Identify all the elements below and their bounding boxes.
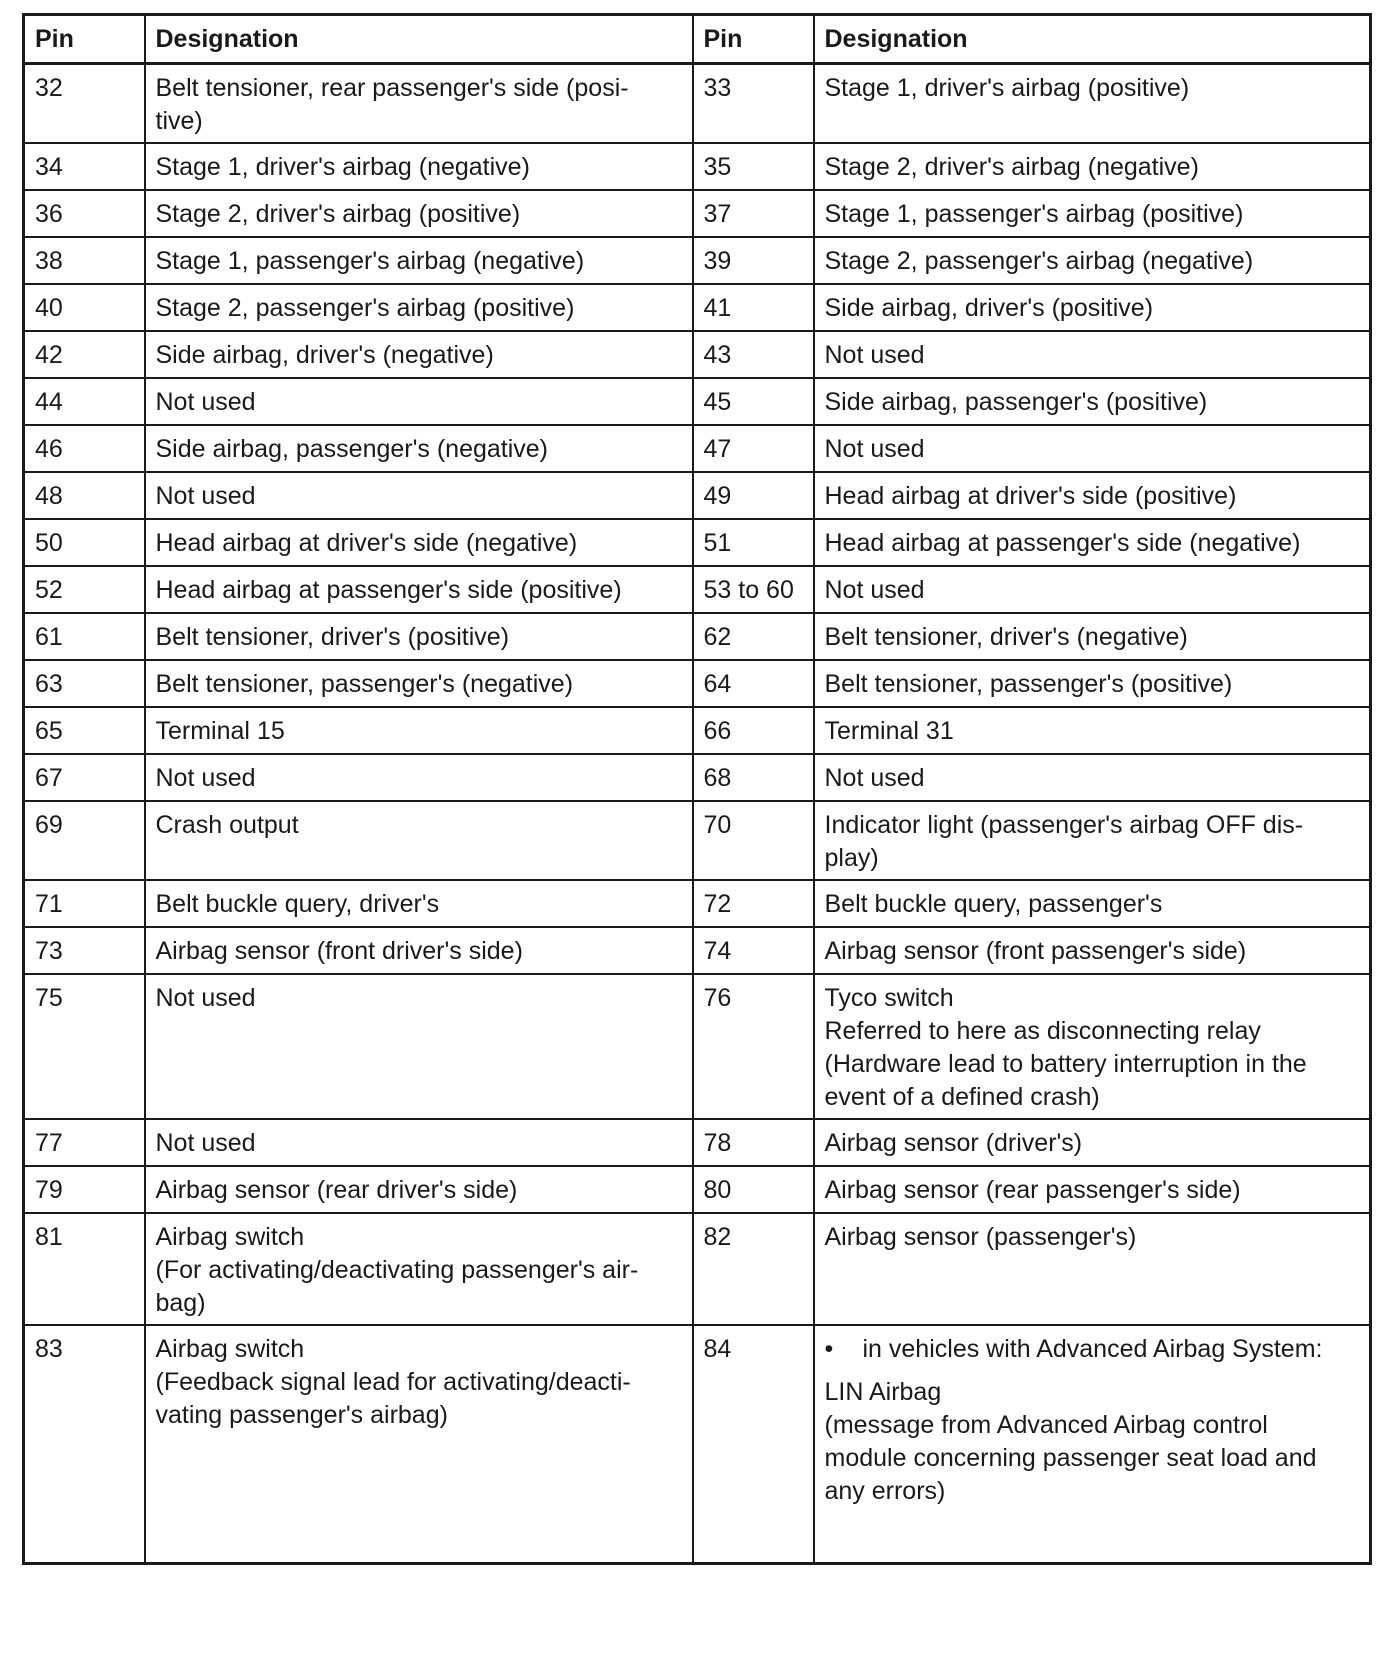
designation-line: Belt tensioner, passenger's (negative) xyxy=(155,670,574,698)
designation-line: vating passenger's airbag) xyxy=(155,1401,448,1429)
designation-cell xyxy=(814,425,1371,472)
designation-line: Airbag sensor (front driver's side) xyxy=(155,937,523,965)
pin-cell: 44 xyxy=(24,378,145,425)
pin-cell: 35 xyxy=(693,143,814,190)
designation-line: Side airbag, passenger's (positive) xyxy=(824,388,1208,416)
table-row xyxy=(24,1325,1371,1563)
table-row xyxy=(24,190,1371,237)
designation-line: Airbag switch xyxy=(155,1335,305,1363)
pin-cell: 80 xyxy=(693,1166,814,1213)
pin-cell: 39 xyxy=(693,237,814,284)
designation-line: Belt tensioner, passenger's (positive) xyxy=(824,670,1233,698)
designation-cell xyxy=(814,566,1371,613)
designation-line: Airbag sensor (passenger's) xyxy=(824,1223,1137,1251)
header-pin-1: Pin xyxy=(24,15,145,64)
table-row xyxy=(24,519,1371,566)
designation-cell xyxy=(145,1166,693,1213)
designation-line: Stage 1, driver's airbag (positive) xyxy=(824,74,1190,102)
pin-cell: 77 xyxy=(24,1119,145,1166)
designation-line: Airbag sensor (front passenger's side) xyxy=(824,937,1247,965)
bullet-text: in vehicles with Advanced Airbag System: xyxy=(862,1335,1323,1363)
pin-cell: 82 xyxy=(693,1213,814,1325)
designation-cell xyxy=(814,801,1371,880)
designation-line: Tyco switch xyxy=(824,984,954,1012)
designation-cell xyxy=(814,613,1371,660)
designation-line: Airbag sensor (rear passenger's side) xyxy=(824,1176,1241,1204)
designation-line: event of a defined crash) xyxy=(824,1083,1100,1111)
pin-cell: 52 xyxy=(24,566,145,613)
pin-cell: 66 xyxy=(693,707,814,754)
designation-line: Side airbag, passenger's (negative) xyxy=(155,435,549,463)
designation-line: Belt buckle query, passenger's xyxy=(824,890,1163,918)
pin-cell: 81 xyxy=(24,1213,145,1325)
table-row xyxy=(24,237,1371,284)
designation-line: module concerning passenger seat load and xyxy=(824,1444,1317,1472)
designation-cell xyxy=(814,660,1371,707)
designation-cell xyxy=(145,927,693,974)
designation-line: Not used xyxy=(824,764,925,792)
designation-line: Side airbag, driver's (negative) xyxy=(155,341,494,369)
designation-cell xyxy=(145,1213,693,1325)
pin-cell: 62 xyxy=(693,613,814,660)
designation-line: Not used xyxy=(155,984,256,1012)
designation-line: tive) xyxy=(155,107,203,135)
pin-cell: 74 xyxy=(693,927,814,974)
pin-cell: 43 xyxy=(693,331,814,378)
pin-cell: 72 xyxy=(693,880,814,927)
designation-line: Side airbag, driver's (positive) xyxy=(824,294,1154,322)
pin-cell: 61 xyxy=(24,613,145,660)
bullet-icon: • xyxy=(824,1335,834,1363)
designation-line: Not used xyxy=(824,576,925,604)
pin-cell: 73 xyxy=(24,927,145,974)
designation-cell xyxy=(145,378,693,425)
designation-cell xyxy=(145,143,693,190)
table-row xyxy=(24,64,1371,144)
designation-cell xyxy=(814,331,1371,378)
table-body xyxy=(24,64,1371,1564)
designation-line: Airbag sensor (rear driver's side) xyxy=(155,1176,518,1204)
designation-line: any errors) xyxy=(824,1477,946,1505)
designation-cell xyxy=(814,64,1371,144)
designation-line: Belt tensioner, driver's (negative) xyxy=(824,623,1188,651)
pin-cell: 78 xyxy=(693,1119,814,1166)
designation-cell xyxy=(814,927,1371,974)
pin-cell: 63 xyxy=(24,660,145,707)
designation-cell xyxy=(814,472,1371,519)
pin-cell: 37 xyxy=(693,190,814,237)
pin-cell: 71 xyxy=(24,880,145,927)
designation-cell xyxy=(814,707,1371,754)
table-row xyxy=(24,472,1371,519)
header-designation-1: Designation xyxy=(145,15,693,64)
table-row xyxy=(24,1119,1371,1166)
designation-line: (Feedback signal lead for activating/deacti- xyxy=(155,1368,631,1396)
table-row xyxy=(24,566,1371,613)
designation-line: Belt tensioner, driver's (positive) xyxy=(155,623,510,651)
designation-cell xyxy=(814,519,1371,566)
designation-line: Belt tensioner, rear passenger's side (posi- xyxy=(155,74,629,102)
pin-cell: 48 xyxy=(24,472,145,519)
designation-line: Stage 2, driver's airbag (positive) xyxy=(155,200,521,228)
header-pin-2: Pin xyxy=(693,15,814,64)
designation-line: (message from Advanced Airbag control xyxy=(824,1411,1268,1439)
designation-line: Crash output xyxy=(155,811,299,839)
designation-cell xyxy=(145,1119,693,1166)
pin-cell: 42 xyxy=(24,331,145,378)
table-row xyxy=(24,974,1371,1119)
pin-cell: 45 xyxy=(693,378,814,425)
designation-cell xyxy=(814,1119,1371,1166)
designation-line: (Hardware lead to battery interruption in the xyxy=(824,1050,1307,1078)
bullet-item xyxy=(825,1333,1360,1366)
pin-cell: 76 xyxy=(693,974,814,1119)
designation-line: (For activating/deactivating passenger's air- xyxy=(155,1256,639,1284)
designation-line: Indicator light (passenger's airbag OFF dis- xyxy=(824,811,1304,839)
pin-assignment-table xyxy=(22,13,1372,1565)
table-row xyxy=(24,801,1371,880)
designation-cell xyxy=(145,331,693,378)
pin-cell: 83 xyxy=(24,1325,145,1563)
table-row xyxy=(24,927,1371,974)
designation-line: Stage 1, passenger's airbag (positive) xyxy=(824,200,1244,228)
designation-line: play) xyxy=(824,844,879,872)
pin-cell: 34 xyxy=(24,143,145,190)
designation-line: Stage 2, passenger's airbag (positive) xyxy=(155,294,575,322)
designation-cell xyxy=(145,519,693,566)
designation-line: Head airbag at passenger's side (positive) xyxy=(155,576,622,604)
designation-cell xyxy=(814,974,1371,1119)
designation-cell xyxy=(814,378,1371,425)
designation-cell xyxy=(145,566,693,613)
designation-cell xyxy=(814,143,1371,190)
table-header-row xyxy=(24,15,1371,64)
table-row xyxy=(24,1213,1371,1325)
designation-cell xyxy=(145,1325,693,1563)
table-row xyxy=(24,707,1371,754)
designation-line: Stage 1, passenger's airbag (negative) xyxy=(155,247,585,275)
pin-cell: 84 xyxy=(693,1325,814,1563)
designation-line: Not used xyxy=(155,1129,256,1157)
table-row xyxy=(24,284,1371,331)
pin-cell: 53 to 60 xyxy=(693,566,814,613)
pin-cell: 65 xyxy=(24,707,145,754)
pin-cell: 36 xyxy=(24,190,145,237)
designation-line: Not used xyxy=(155,482,256,510)
table-row xyxy=(24,1166,1371,1213)
designation-cell xyxy=(814,754,1371,801)
designation-line: Airbag sensor (driver's) xyxy=(824,1129,1083,1157)
pin-cell: 50 xyxy=(24,519,145,566)
designation-cell xyxy=(145,284,693,331)
header-designation-2: Designation xyxy=(814,15,1371,64)
designation-line: Stage 2, driver's airbag (negative) xyxy=(824,153,1199,181)
designation-line: Terminal 31 xyxy=(824,717,954,745)
designation-line: Not used xyxy=(155,388,256,416)
designation-line: Stage 2, passenger's airbag (negative) xyxy=(824,247,1254,275)
designation-cell xyxy=(145,974,693,1119)
table-row xyxy=(24,754,1371,801)
designation-line: Not used xyxy=(824,435,925,463)
pin-cell: 33 xyxy=(693,64,814,144)
designation-cell xyxy=(814,190,1371,237)
pin-cell: 47 xyxy=(693,425,814,472)
pin-cell: 70 xyxy=(693,801,814,880)
designation-line: Belt buckle query, driver's xyxy=(155,890,440,918)
pin-cell: 67 xyxy=(24,754,145,801)
designation-line: Referred to here as disconnecting relay xyxy=(824,1017,1261,1045)
designation-line: Not used xyxy=(824,341,925,369)
designation-cell xyxy=(145,613,693,660)
designation-cell xyxy=(814,1213,1371,1325)
designation-cell xyxy=(145,237,693,284)
pin-cell: 51 xyxy=(693,519,814,566)
pin-cell: 41 xyxy=(693,284,814,331)
pin-cell: 32 xyxy=(24,64,145,144)
designation-line: Head airbag at driver's side (positive) xyxy=(824,482,1237,510)
designation-cell xyxy=(145,190,693,237)
designation-line: Stage 1, driver's airbag (negative) xyxy=(155,153,530,181)
designation-cell xyxy=(814,284,1371,331)
pin-cell: 49 xyxy=(693,472,814,519)
designation-line: Head airbag at passenger's side (negative) xyxy=(824,529,1301,557)
designation-line: Not used xyxy=(155,764,256,792)
designation-cell xyxy=(145,880,693,927)
pin-cell: 68 xyxy=(693,754,814,801)
pin-cell: 79 xyxy=(24,1166,145,1213)
designation-cell xyxy=(814,1166,1371,1213)
designation-cell xyxy=(145,707,693,754)
table-row xyxy=(24,425,1371,472)
pin-cell: 38 xyxy=(24,237,145,284)
designation-line: LIN Airbag xyxy=(824,1378,942,1406)
designation-cell xyxy=(814,1325,1371,1563)
designation-line: Head airbag at driver's side (negative) xyxy=(155,529,578,557)
table-row xyxy=(24,378,1371,425)
table-row xyxy=(24,880,1371,927)
table-row xyxy=(24,613,1371,660)
table-row xyxy=(24,143,1371,190)
designation-line: Terminal 15 xyxy=(155,717,285,745)
designation-cell xyxy=(145,425,693,472)
table-row xyxy=(24,331,1371,378)
designation-cell xyxy=(814,237,1371,284)
table-row xyxy=(24,660,1371,707)
pin-cell: 40 xyxy=(24,284,145,331)
designation-cell xyxy=(145,472,693,519)
designation-cell xyxy=(145,754,693,801)
designation-cell xyxy=(145,801,693,880)
designation-cell xyxy=(145,660,693,707)
pin-cell: 64 xyxy=(693,660,814,707)
pin-cell: 75 xyxy=(24,974,145,1119)
designation-line: Airbag switch xyxy=(155,1223,305,1251)
designation-cell xyxy=(145,64,693,144)
pin-cell: 46 xyxy=(24,425,145,472)
designation-line: bag) xyxy=(155,1289,206,1317)
pin-cell: 69 xyxy=(24,801,145,880)
designation-cell xyxy=(814,880,1371,927)
